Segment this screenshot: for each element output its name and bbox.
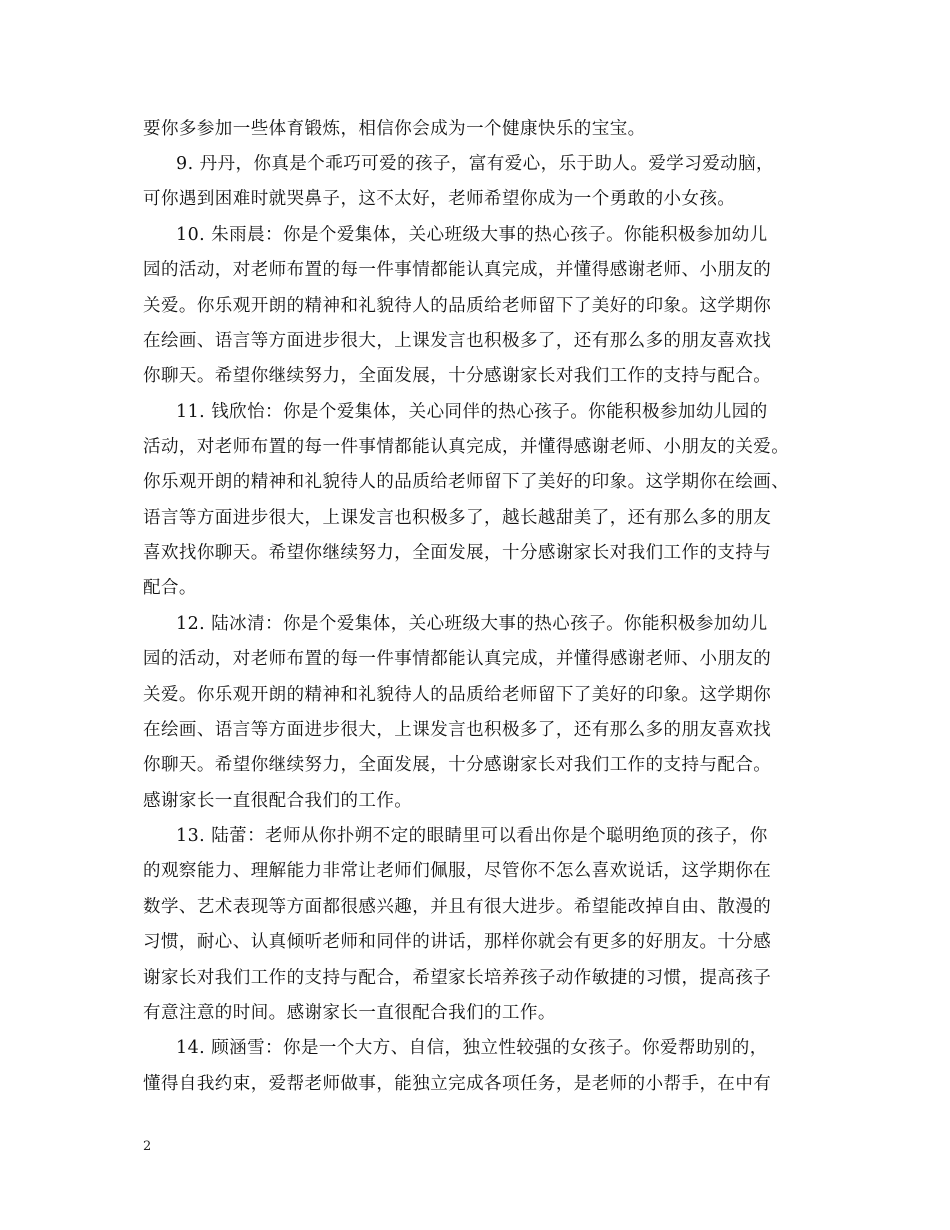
text-line: 要你多参加一些体育锻炼，相信你会成为一个健康快乐的宝宝。 — [143, 119, 646, 139]
text-line: 懂得自我约束，爱帮老师做事，能独立完成各项任务，是老师的小帮手，在中有 — [143, 1074, 772, 1094]
text-line: 12. 陆冰清：你是个爱集体，关心班级大事的热心孩子。你能积极参加幼儿 — [176, 614, 768, 634]
text-line: 你乐观开朗的精神和礼貌待人的品质给老师留下了美好的印象。这学期你在绘画、 — [143, 472, 790, 492]
text-line: 9. 丹丹，你真是个乖巧可爱的孩子，富有爱心，乐于助人。爱学习爱动脑， — [176, 154, 775, 174]
text-line: 的观察能力、理解能力非常让老师们佩服，尽管你不怎么喜欢说话，这学期你在 — [143, 861, 772, 881]
page-number: 2 — [143, 1139, 152, 1154]
text-line: 在绘画、语言等方面进步很大，上课发言也积极多了，还有那么多的朋友喜欢找 — [143, 720, 772, 740]
text-line: 10. 朱雨晨：你是个爱集体，关心班级大事的热心孩子。你能积极参加幼儿 — [176, 225, 768, 245]
text-line: 语言等方面进步很大，上课发言也积极多了，越长越甜美了，还有那么多的朋友 — [143, 508, 772, 528]
text-line: 你聊天。希望你继续努力，全面发展，十分感谢家长对我们工作的支持与配合。 — [143, 366, 772, 386]
text-line: 配合。 — [143, 578, 197, 598]
text-line: 园的活动，对老师布置的每一件事情都能认真完成，并懂得感谢老师、小朋友的 — [143, 260, 772, 280]
text-line: 在绘画、语言等方面进步很大，上课发言也积极多了，还有那么多的朋友喜欢找 — [143, 331, 772, 351]
text-line: 喜欢找你聊天。希望你继续努力，全面发展，十分感谢家长对我们工作的支持与 — [143, 543, 772, 563]
text-line: 活动，对老师布置的每一件事情都能认真完成，并懂得感谢老师、小朋友的关爱。 — [143, 437, 790, 457]
text-line: 11. 钱欣怡：你是个爱集体，关心同伴的热心孩子。你能积极参加幼儿园的 — [176, 402, 768, 422]
text-line: 感谢家长一直很配合我们的工作。 — [143, 791, 413, 811]
text-line: 园的活动，对老师布置的每一件事情都能认真完成，并懂得感谢老师、小朋友的 — [143, 649, 772, 669]
text-line: 谢家长对我们工作的支持与配合，希望家长培养孩子动作敏捷的习惯，提高孩子 — [143, 968, 772, 988]
text-line: 你聊天。希望你继续努力，全面发展，十分感谢家长对我们工作的支持与配合。 — [143, 755, 772, 775]
text-line: 习惯，耐心、认真倾听老师和同伴的讲话，那样你就会有更多的好朋友。十分感 — [143, 932, 772, 952]
text-line: 可你遇到困难时就哭鼻子，这不太好，老师希望你成为一个勇敢的小女孩。 — [143, 189, 736, 209]
text-line: 13. 陆蕾：老师从你扑朔不定的眼睛里可以看出你是个聪明绝顶的孩子，你 — [176, 826, 768, 846]
text-line: 关爱。你乐观开朗的精神和礼貌待人的品质给老师留下了美好的印象。这学期你 — [143, 296, 772, 316]
text-line: 有意注意的时间。感谢家长一直很配合我们的工作。 — [143, 1003, 556, 1023]
text-line: 数学、艺术表现等方面都很感兴趣，并且有很大进步。希望能改掉自由、散漫的 — [143, 897, 772, 917]
text-line: 14. 顾涵雪：你是一个大方、自信，独立性较强的女孩子。你爱帮助别的， — [176, 1038, 768, 1058]
text-line: 关爱。你乐观开朗的精神和礼貌待人的品质给老师留下了美好的印象。这学期你 — [143, 685, 772, 705]
